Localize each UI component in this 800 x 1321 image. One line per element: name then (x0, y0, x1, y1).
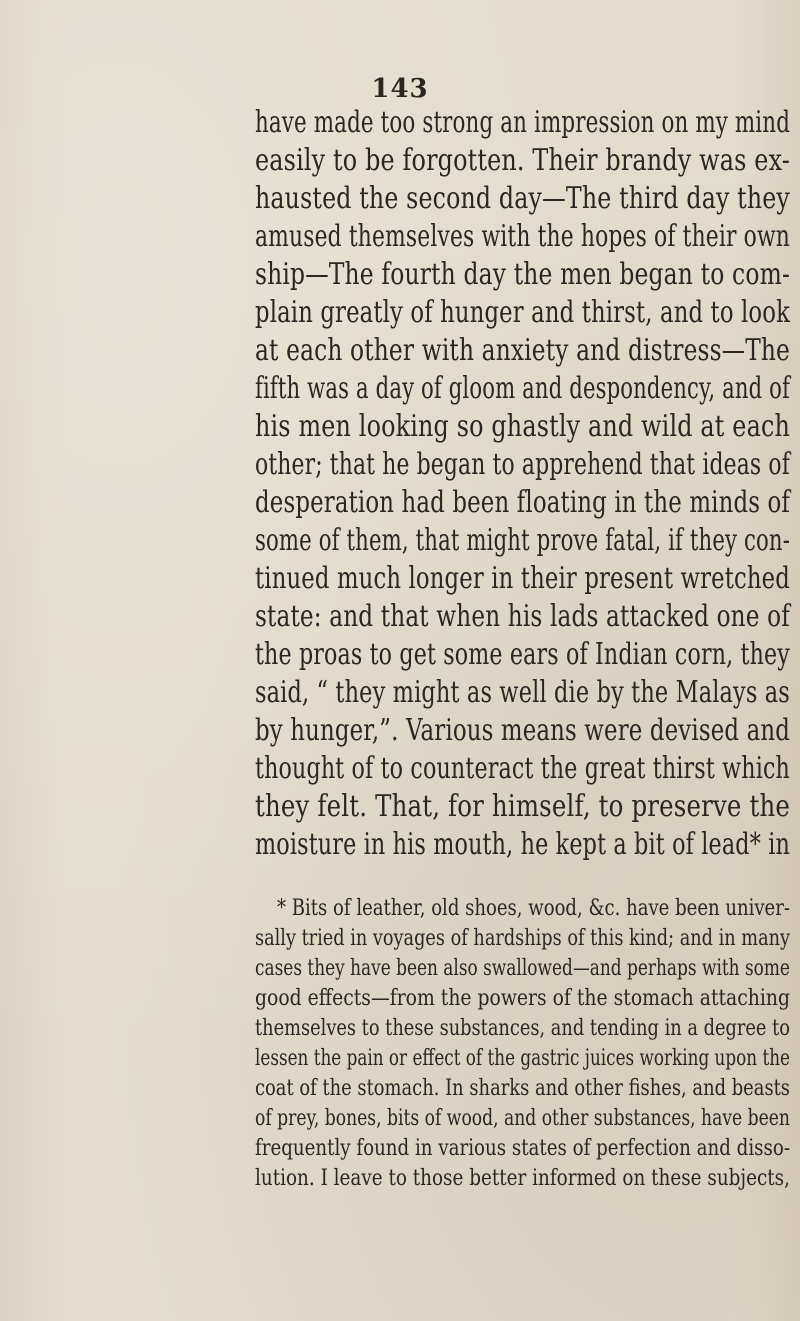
body-line: other; that he began to apprehend that ideas of (255, 447, 790, 482)
footnote-line: good effects—from the powers of the stomach attaching (255, 986, 791, 1011)
body-line: fifth was a day of gloom and despondency, and of (255, 371, 790, 406)
body-line: hausted the second day—The third day they (255, 181, 790, 216)
footnote-line: sally tried in voyages of hardships of this kind; and in many (255, 926, 791, 951)
footnote-line: * Bits of leather, old shoes, wood, &c. have been univer- (277, 896, 790, 921)
footnote-line: themselves to these substances, and tending in a degree to (255, 1016, 790, 1041)
footnote-line: frequently found in various states of perfection and disso- (255, 1136, 790, 1161)
body-line: tinued much longer in their present wretched (255, 561, 790, 596)
body-line: have made too strong an impression on my mind (255, 105, 791, 140)
body-line: desperation had been floating in the minds of (255, 485, 791, 520)
body-line: ship—The fourth day the men began to com- (255, 257, 791, 292)
body-line: said, “ they might as well die by the Malays as (255, 675, 790, 710)
body-line: plain greatly of hunger and thirst, and to look (255, 295, 790, 330)
body-line: easily to be forgotten. Their brandy was ex- (255, 143, 791, 178)
body-line: some of them, that might prove fatal, if they con- (255, 523, 791, 558)
footnote-line: coat of the stomach. In sharks and other fishes, and beasts (255, 1076, 790, 1101)
body-line: his men looking so ghastly and wild at each (255, 409, 791, 444)
footnote-line: of prey, bones, bits of wood, and other substances, have been (255, 1106, 790, 1131)
body-line: by hunger,”. Various means were devised and (255, 713, 790, 748)
body-line: thought of to counteract the great thirst which (255, 751, 790, 786)
body-line: moisture in his mouth, he kept a bit of lead* in (255, 827, 790, 862)
body-line: amused themselves with the hopes of their own (255, 219, 791, 254)
body-line: state: and that when his lads attacked one of (255, 599, 790, 634)
body-line: they felt. That, for himself, to preserve the (255, 789, 791, 824)
footnote-line: lessen the pain or effect of the gastric juices working upon the (255, 1046, 790, 1071)
body-line: the proas to get some ears of Indian corn, they (255, 637, 790, 672)
footnote-line: lution. I leave to those better informed on these subjects, (255, 1166, 790, 1191)
footnote-line: cases they have been also swallowed—and perhaps with some (255, 956, 790, 981)
body-line: at each other with anxiety and distress—The (255, 333, 791, 368)
page-number: 143 (371, 74, 429, 104)
